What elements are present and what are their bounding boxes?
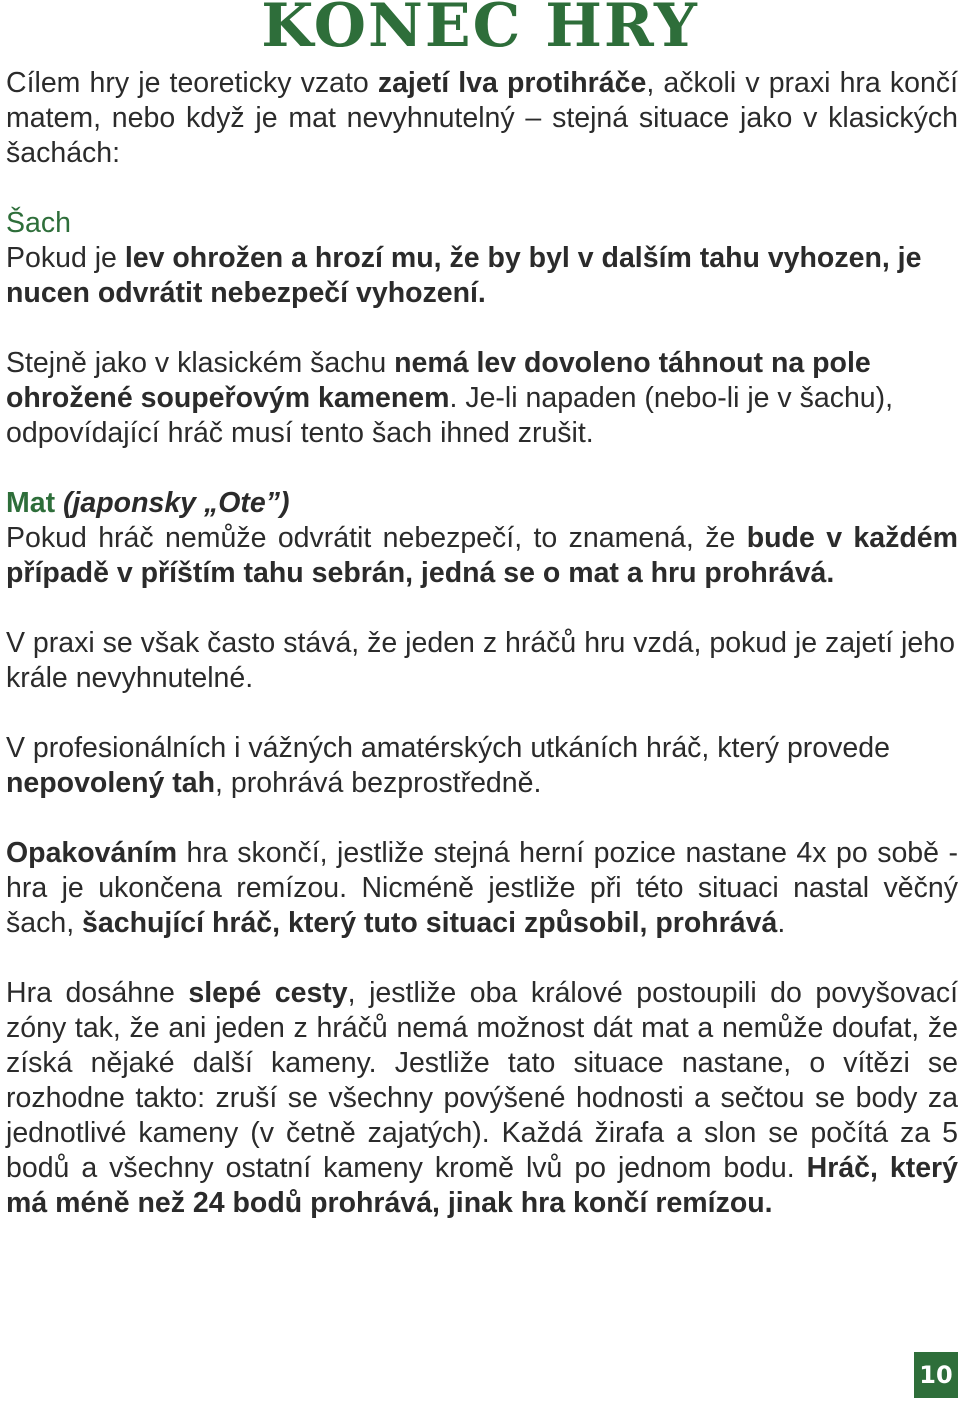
- intro-bold-1: zajetí lva protihráče: [377, 67, 647, 99]
- mat-section: [6, 486, 958, 591]
- mat-heading: Mat: [6, 487, 63, 519]
- sach-section: [6, 206, 958, 311]
- page-number-badge: 10: [914, 1352, 958, 1398]
- mat-heading-note: (japonsky „Ote”): [63, 487, 290, 519]
- opakovani-paragraph: [6, 836, 958, 941]
- praxe-paragraph: [6, 626, 958, 696]
- page-title: KONEC HRY: [261, 0, 699, 61]
- opakovani-bold-2: šachující hráč, který tuto situaci způsobil, prohrává: [82, 907, 778, 939]
- slepa-text-1: Hra dosáhne: [6, 977, 189, 1009]
- sach-heading: Šach: [6, 207, 71, 239]
- slepa-bold-2: Hráč, který má méně než 24 bodů prohrává, jinak hra končí remízou.: [6, 1152, 959, 1219]
- profi-paragraph: [6, 731, 958, 801]
- intro-text-1: Cílem hry je teoreticky vzato: [6, 67, 378, 99]
- profi-text-1: V profesionálních i vážných amatérských utkáních hráč, který provede: [6, 732, 890, 764]
- slepa-text-2: , jestliže oba králové postoupili do povyšovací zóny tak, že ani jeden z hráčů nemá možnost dát mat a nemůže doufat, že získá nějaké další kameny. Jestliže tato situace nastane, o vítězi se rozhodne takto: zruší se všechny povýšené hodnosti a sečtou se body za jednotlivé kameny (v četně zajatých). Každá žirafa a slon se počítá za 5 bodů a všechny ostatní kameny kromě lvů po jednom bodu.: [6, 977, 958, 1184]
- profi-text-2: , prohrává bezprostředně.: [215, 767, 542, 799]
- slepa-bold-1: slepé cesty: [188, 977, 348, 1009]
- praxe-text-1: V praxi se však často stává, že jeden z hráčů hru vzdá, pokud je zajetí jeho krále nevyhnutelné.: [6, 627, 955, 694]
- stejne-bold-1: nemá lev dovoleno táhnout na pole ohrožené soupeřovým kamenem: [6, 347, 871, 414]
- stejne-paragraph: [6, 346, 958, 451]
- opakovani-text-1: hra skončí, jestliže stejná herní pozice nastane 4x po sobě - hra je ukončena remízou. Nicméně jestliže při této situaci nastal věčný šach,: [6, 837, 958, 939]
- stejne-text-1: Stejně jako v klasickém šachu: [6, 347, 395, 379]
- stejne-text-2: . Je-li napaden (nebo-li je v šachu), odpovídající hráč musí tento šach ihned zrušit.: [6, 382, 894, 449]
- rules-text: [6, 66, 958, 1221]
- profi-bold-1: nepovolený tah: [6, 767, 216, 799]
- mat-text-1: Pokud hráč nemůže odvrátit nebezpečí, to znamená, že: [6, 522, 747, 554]
- sach-text-1: Pokud je: [6, 242, 125, 274]
- opakovani-text-2: .: [777, 907, 786, 939]
- slepa-cesta-paragraph: [6, 976, 958, 1221]
- intro-paragraph: [6, 66, 958, 171]
- opakovani-bold-1: Opakováním: [6, 837, 178, 869]
- intro-text-2: , ačkoli v praxi hra končí matem, nebo když je mat nevyhnutelný – stejná situace jako v klasických šachách:: [6, 67, 958, 169]
- mat-bold-1: bude v každém případě v příštím tahu sebrán, jedná se o mat a hru prohrává.: [6, 522, 958, 589]
- sach-bold-1: lev ohrožen a hrozí mu, že by byl v dalším tahu vyhozen, je nucen odvrátit nebezpečí vyhození.: [6, 242, 922, 309]
